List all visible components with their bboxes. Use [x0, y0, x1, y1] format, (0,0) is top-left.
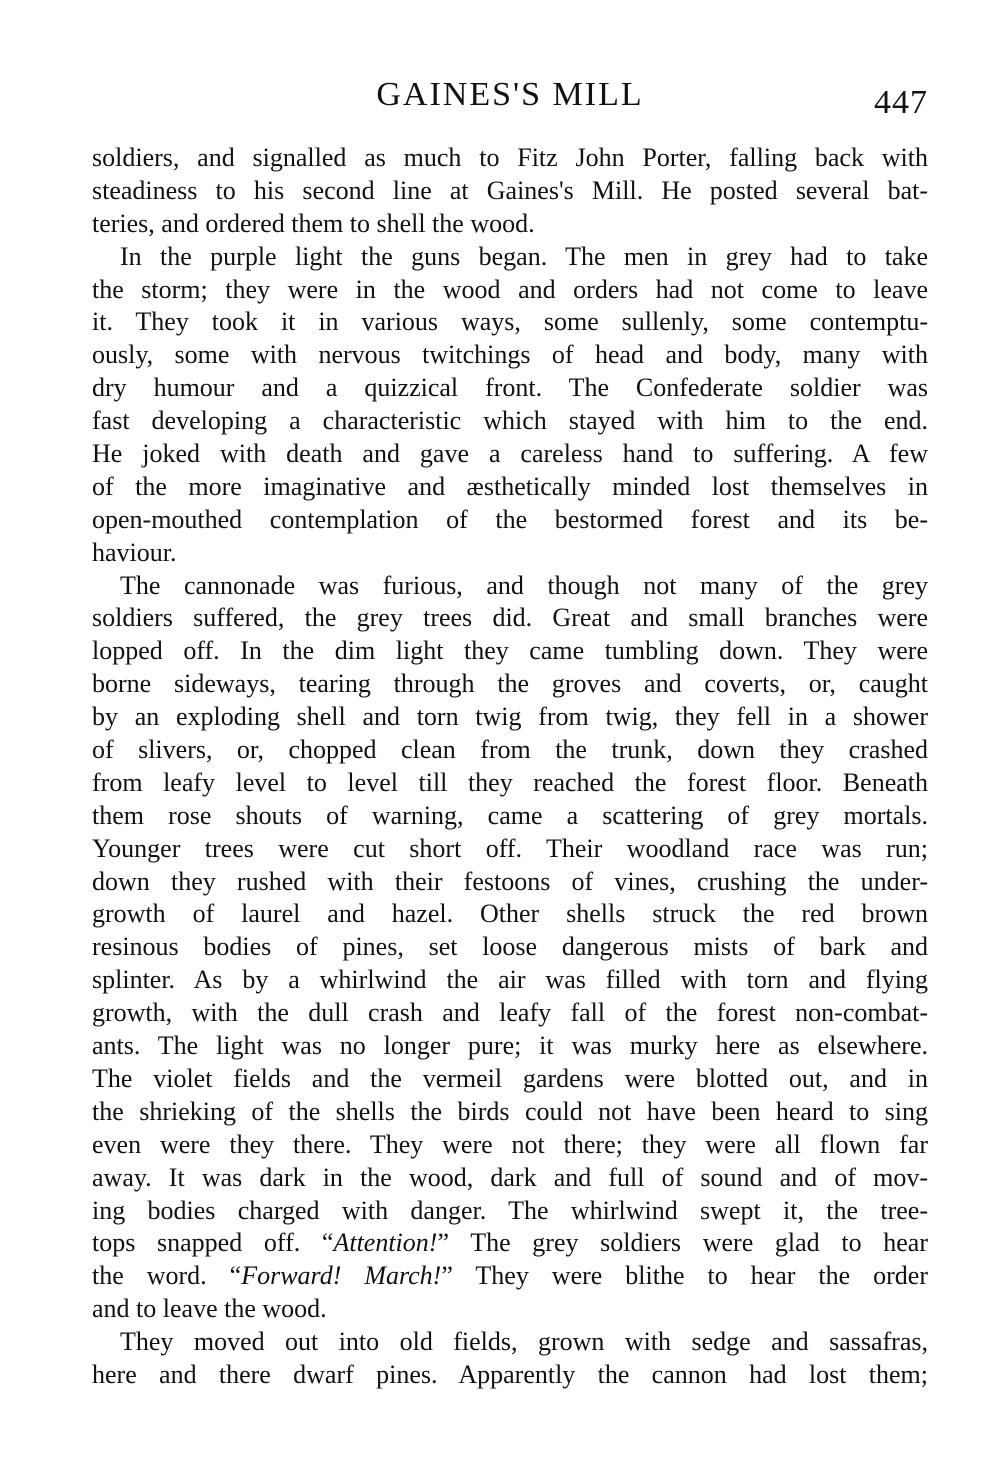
text-line: and to leave the wood. [92, 1294, 327, 1324]
text-run: the word. “ [92, 1261, 242, 1291]
text-line: the shrieking of the shells the birds could not have been heard to sing [92, 1096, 928, 1126]
text-line [92, 1227, 928, 1260]
text-line: splinter. As by a whirlwind the air was filled with torn and flying [92, 965, 928, 995]
text-line: by an exploding shell and torn twig from twig, they fell in a shower [92, 702, 928, 732]
text-line: open-mouthed contemplation of the bestormed forest and its be- [92, 504, 928, 534]
running-head [92, 72, 928, 122]
text-line: soldiers, and signalled as much to Fitz John Porter, falling back with [92, 143, 928, 172]
text-line: dry humour and a quizzical front. The Confederate soldier was [92, 373, 928, 403]
text-line: of slivers, or, chopped clean from the trunk, down they crashed [92, 735, 928, 765]
text-line: steadiness to his second line at Gaines's Mill. He posted several bat- [92, 175, 928, 205]
text-line: of the more imaginative and æsthetically minded lost themselves in [92, 471, 928, 501]
text-line: teries, and ordered them to shell the wood. [92, 208, 535, 238]
text-line: down they rushed with their festoons of vines, crushing the under- [92, 866, 928, 896]
body-text [92, 142, 928, 1392]
text-line: them rose shouts of warning, came a scattering of grey mortals. [92, 800, 928, 830]
italic-command: Attention! [333, 1228, 438, 1258]
text-line: even were they there. They were not there; they were all flown far [92, 1129, 928, 1159]
text-line: The violet fields and the vermeil gardens were blotted out, and in [92, 1063, 928, 1093]
text-line: Younger trees were cut short off. Their woodland race was run; [92, 833, 928, 863]
text-line: from leafy level to level till they reached the forest floor. Beneath [92, 767, 928, 797]
text-line: the storm; they were in the wood and orders had not come to leave [92, 274, 928, 304]
text-run: ” The grey soldiers were glad to hear [437, 1228, 928, 1258]
text-line: haviour. [92, 537, 177, 567]
text-run: ” They were blithe to hear the order [441, 1261, 928, 1291]
text-line: lopped off. In the dim light they came tumbling down. They were [92, 636, 928, 666]
text-run: tops snapped off. “ [92, 1228, 334, 1258]
text-line: borne sideways, tearing through the groves and coverts, or, caught [92, 669, 928, 699]
text-line: ants. The light was no longer pure; it was murky here as elsewhere. [92, 1031, 928, 1061]
text-line: here and there dwarf pines. Apparently the cannon had lost them; [92, 1359, 928, 1389]
text-line: growth of laurel and hazel. Other shells struck the red brown [92, 899, 928, 929]
paragraph-first-line: They moved out into old fields, grown with sedge and sassafras, [120, 1327, 928, 1357]
paragraph-first-line: The cannonade was furious, and though not many of the grey [120, 570, 928, 600]
text-line: growth, with the dull crash and leafy fall of the forest non-combat- [92, 998, 928, 1028]
text-line: resinous bodies of pines, set loose dangerous mists of bark and [92, 932, 928, 962]
text-line: ously, some with nervous twitchings of head and body, many with [92, 340, 928, 370]
text-line: He joked with death and gave a careless hand to suffering. A few [92, 439, 928, 469]
paragraph-first-line: In the purple light the guns began. The men in grey had to take [120, 241, 928, 271]
page-number: 447 [874, 84, 928, 121]
text-line: away. It was dark in the wood, dark and full of sound and of mov- [92, 1162, 928, 1192]
text-line: soldiers suffered, the grey trees did. Great and small branches were [92, 603, 928, 633]
text-line [92, 1260, 928, 1293]
text-line: it. They took it in various ways, some sullenly, some contemptu- [92, 307, 928, 337]
text-line: fast developing a characteristic which stayed with him to the end. [92, 406, 928, 436]
chapter-title: GAINES'S MILL [376, 76, 644, 113]
italic-command: Forward! March! [241, 1261, 442, 1291]
text-line: ing bodies charged with danger. The whirlwind swept it, the tree- [92, 1195, 928, 1225]
